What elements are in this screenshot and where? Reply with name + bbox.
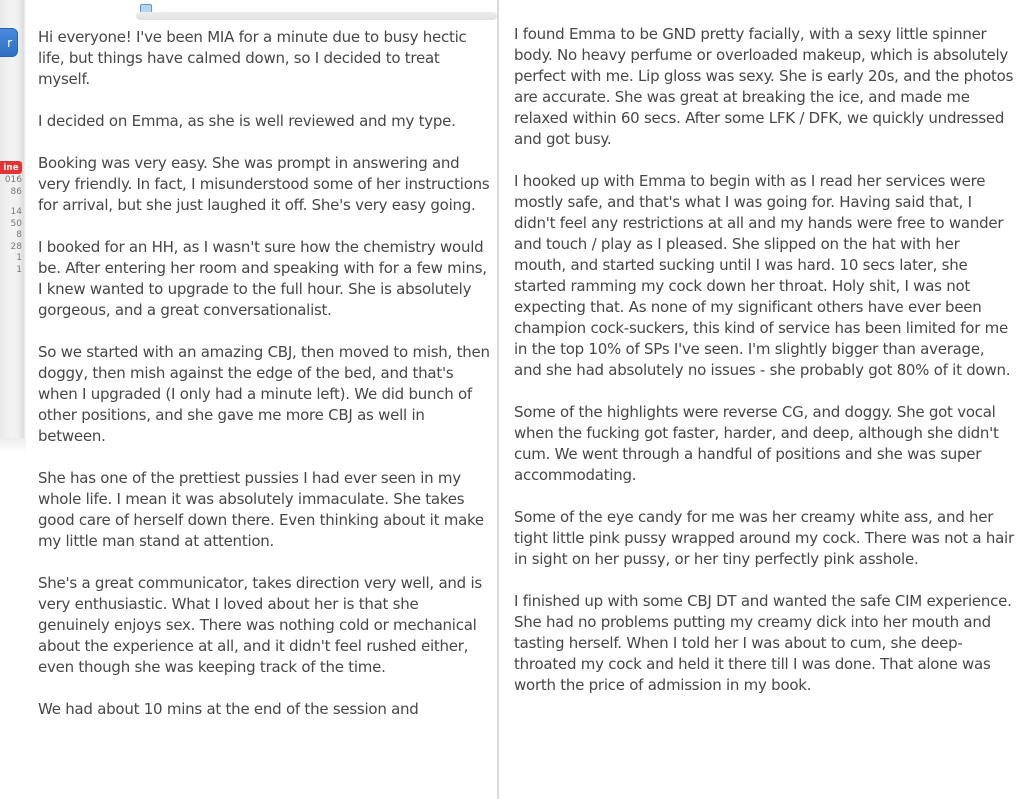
- stat-value: 016: [4, 175, 22, 185]
- column-divider: [497, 0, 499, 799]
- review-text-column-left: [38, 27, 490, 741]
- stat-value: 1: [16, 253, 22, 263]
- stat-value: 86: [10, 186, 22, 197]
- sidebar-button-label: r: [7, 35, 12, 50]
- sidebar-button-fragment[interactable]: [0, 28, 18, 57]
- post-paragraph: She has one of the prettiest pussies I had ever seen in my whole life. I mean it was absolutely immaculate. She takes good care of herself down there. Even thinking about it make my little man stand at attention.: [38, 469, 484, 550]
- review-text-column-right: [514, 24, 1014, 717]
- post-paragraph: Hi everyone! I've been MIA for a minute due to busy hectic life, but things have calmed down, so I decided to treat myself.: [38, 28, 467, 88]
- cropped-sidebar-strip: [0, 0, 26, 438]
- post-paragraph: We had about 10 mins at the end of the session and: [38, 700, 419, 718]
- sidebar-stats-group-2: [0, 207, 22, 276]
- post-paragraph: Some of the highlights were reverse CG, and doggy. She got vocal when the fucking got faster, harder, and deep, although she didn't cum. We went through a handful of positions and she was super accommodating.: [514, 403, 999, 484]
- collapsed-panel-bar: [136, 12, 497, 20]
- post-paragraph: Some of the eye candy for me was her creamy white ass, and her tight little pink pussy wrapped around my cock. There was not a hair in sight on her pussy, or her tiny perfectly pink asshole.: [514, 508, 1014, 568]
- stat-value: 14: [10, 207, 22, 217]
- stat-value: 28: [10, 241, 22, 252]
- online-badge: [0, 161, 22, 174]
- post-paragraph: I found Emma to be GND pretty facially, with a sexy little spinner body. No heavy perfume or overloaded makeup, which is absolutely perfect with me. Lip gloss was sexy. She is early 20s, and the photos are accurate. She was great at breaking the ice, and made me relaxed within 60 secs. After some LFK / DFK, we quickly undressed and got busy.: [514, 25, 1014, 148]
- post-paragraph: So we started with an amazing CBJ, then moved to mish, then doggy, then mish against the edge of the bed, and that's when I upgraded (I only had a minute left). We did bunch of other positions, and she gave me more CBJ as well in between.: [38, 343, 490, 445]
- sidebar-stats-group-1: [0, 175, 22, 198]
- post-paragraph: Booking was very easy. She was prompt in answering and very friendly. In fact, I misunderstood some of her instructions for arrival, but she just laughed it off. She's very easy going.: [38, 154, 490, 214]
- post-paragraph: I finished up with some CBJ DT and wanted the safe CIM experience. She had no problems putting my creamy dick into her mouth and tasting herself. When I told her I was about to cum, she deep-throated my cock and held it there till I was done. That alone was worth the price of admission in my book.: [514, 592, 1012, 694]
- stat-value: 8: [16, 230, 22, 240]
- post-paragraph: She's a great communicator, takes direction very well, and is very enthusiastic. What I loved about her is that she genuinely enjoys sex. There was nothing cold or mechanical about the experience at all, and it didn't feel rushed either, even though she was keeping track of the time.: [38, 574, 482, 676]
- stat-value: 1: [16, 264, 22, 275]
- post-paragraph: I booked for an HH, as I wasn't sure how the chemistry would be. After entering her room and speaking with for a few mins, I knew wanted to upgrade to the full hour. She is absolutely gorgeous, and a great conversationalist.: [38, 238, 487, 319]
- post-paragraph: I hooked up with Emma to begin with as I read her services were mostly safe, and that's what I was going for. Having said that, I didn't feel any restrictions at all and my hands were free to wander and touch / play as I pleased. She slipped on the hat with her mouth, and started sucking until I was hard. 10 secs later, she started ramming my cock down her throat. Holy shit, I was not expecting that. As none of my significant others have ever been champion cock-suckers, this kind of service has been limited for me in the top 10% of SPs I've seen. I'm slightly bigger than average, and she had absolutely no issues - she probably got 80% of it down.: [514, 172, 1011, 379]
- online-badge-label: ine: [3, 162, 19, 173]
- post-paragraph: I decided on Emma, as she is well reviewed and my type.: [38, 112, 456, 130]
- stat-value: 50: [10, 218, 22, 229]
